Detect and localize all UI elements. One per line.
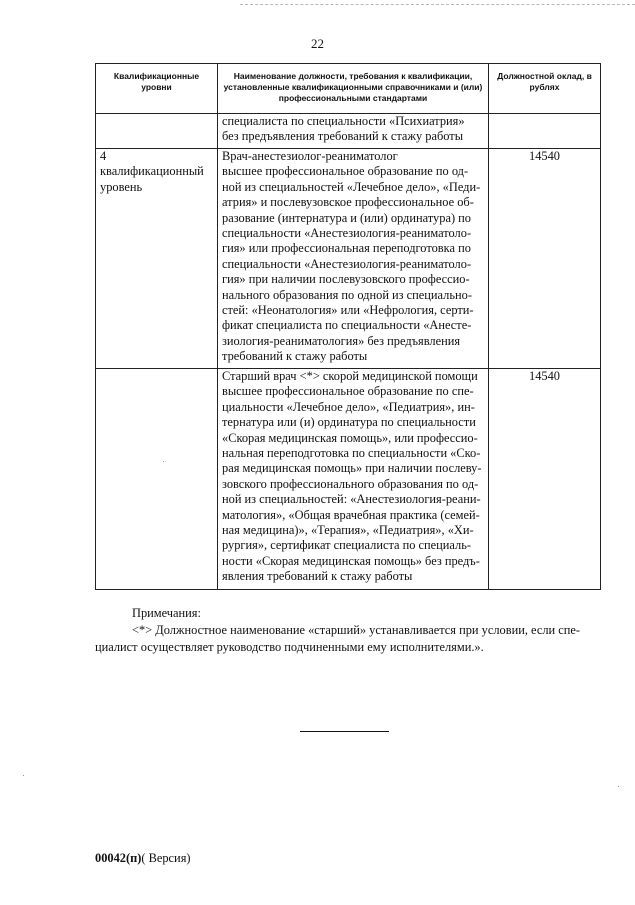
description-line: стей: «Неонатология» или «Нефрология, серти- <box>222 303 474 318</box>
header-qualification-levels: Квалификационные уровни <box>96 64 218 114</box>
description-line: атрия» и послевузовское профессиональное об- <box>222 195 474 210</box>
description-line: явления требований к стажу работы <box>222 569 413 584</box>
description-line: зовского профессионального образования по од- <box>222 476 479 491</box>
table-row <box>96 369 601 590</box>
page-number: 22 <box>311 36 324 51</box>
salary-cell: 14540 <box>489 149 601 369</box>
description-line: ной из специальностей «Лечебное дело», «Педи- <box>222 179 481 194</box>
notes-block <box>95 605 605 656</box>
position-description-cell <box>218 114 489 149</box>
description-line: циальности «Лечебное дело», «Педиатрия», ин- <box>222 399 475 414</box>
description-line: высшее профессиональное образование по спе- <box>222 384 474 399</box>
description-line: ности «Скорая медицинская помощь» без предъ- <box>222 553 480 568</box>
qualification-level-cell <box>96 114 218 149</box>
description-line: ной из специальностей: «Анестезиология-реани- <box>222 492 481 507</box>
description-line: рая медицинская помощь» при наличии послеву- <box>222 461 482 476</box>
header-salary: Должностной оклад, в рублях <box>489 64 601 114</box>
scan-speck <box>163 461 164 462</box>
salary-cell <box>489 114 601 149</box>
description-line: «Скорая медицинская помощь», или профессио- <box>222 430 478 445</box>
header-position-requirements: Наименование должности, требования к квалификации, установленные квалификационными справочниками и (или) профессиональными стандартами <box>218 64 489 114</box>
description-line: гия» при наличии послевузовского профессио- <box>222 272 470 287</box>
description-line: нального образования по одной из специально- <box>222 287 472 302</box>
description-line: нальная переподготовка по специальности «Ско- <box>222 446 481 461</box>
position-description-cell <box>218 369 489 590</box>
description-line: требований к стажу работы <box>222 349 368 364</box>
footer-code-version: ( Версия) <box>141 851 191 865</box>
position-description-cell <box>218 149 489 369</box>
table-row <box>96 114 601 149</box>
notes-text-line-1: <*> Должностное наименование «старший» устанавливается при условии, если спе- <box>132 623 580 637</box>
qualification-table <box>95 63 601 590</box>
footer-document-code <box>95 851 191 866</box>
description-line: без предъявления требований к стажу работы <box>222 129 464 144</box>
description-line: специальности «Анестезиология-реаниматоло- <box>222 256 472 271</box>
description-line: зиология-реаниматология» без предъявления <box>222 333 461 348</box>
description-line: разование (интернатура и (или) ординатура) по <box>222 210 471 225</box>
notes-text-line-2: циалист осуществляет руководство подчиненными ему исполнителями.». <box>95 640 484 654</box>
salary-cell: 14540 <box>489 369 601 590</box>
description-line: гия» или профессиональная переподготовка по <box>222 241 471 256</box>
description-line: фикат специалиста по специальности «Анесте- <box>222 318 472 333</box>
description-line: высшее профессиональное образование по од- <box>222 164 469 179</box>
description-line: ная медицина)», «Терапия», «Педиатрия», «Хи- <box>222 523 474 538</box>
qualification-level-cell <box>96 369 218 590</box>
table-row <box>96 149 601 369</box>
description-line: специальности «Анестезиология-реаниматоло- <box>222 226 472 241</box>
notes-title: Примечания: <box>132 606 201 620</box>
description-line: Старший врач <*> скорой медицинской помощи <box>222 369 478 383</box>
scan-speck <box>23 775 24 776</box>
footer-code-bold: 00042(п) <box>95 851 142 865</box>
separator-line <box>300 731 389 732</box>
description-line: тернатура или (и) ординатура по специальности <box>222 415 476 430</box>
description-line: Врач-анестезиолог-реаниматолог <box>222 149 398 163</box>
scan-speck <box>618 786 619 787</box>
description-line: рургия», сертификат специалиста по специаль- <box>222 538 471 553</box>
table-header-row <box>96 64 601 114</box>
qualification-level-cell: 4 квалификационный уровень <box>96 149 218 369</box>
top-scan-rule <box>240 4 635 5</box>
description-line: специалиста по специальности «Психиатрия» <box>222 114 465 128</box>
description-line: матология», «Общая врачебная практика (семей- <box>222 507 480 522</box>
